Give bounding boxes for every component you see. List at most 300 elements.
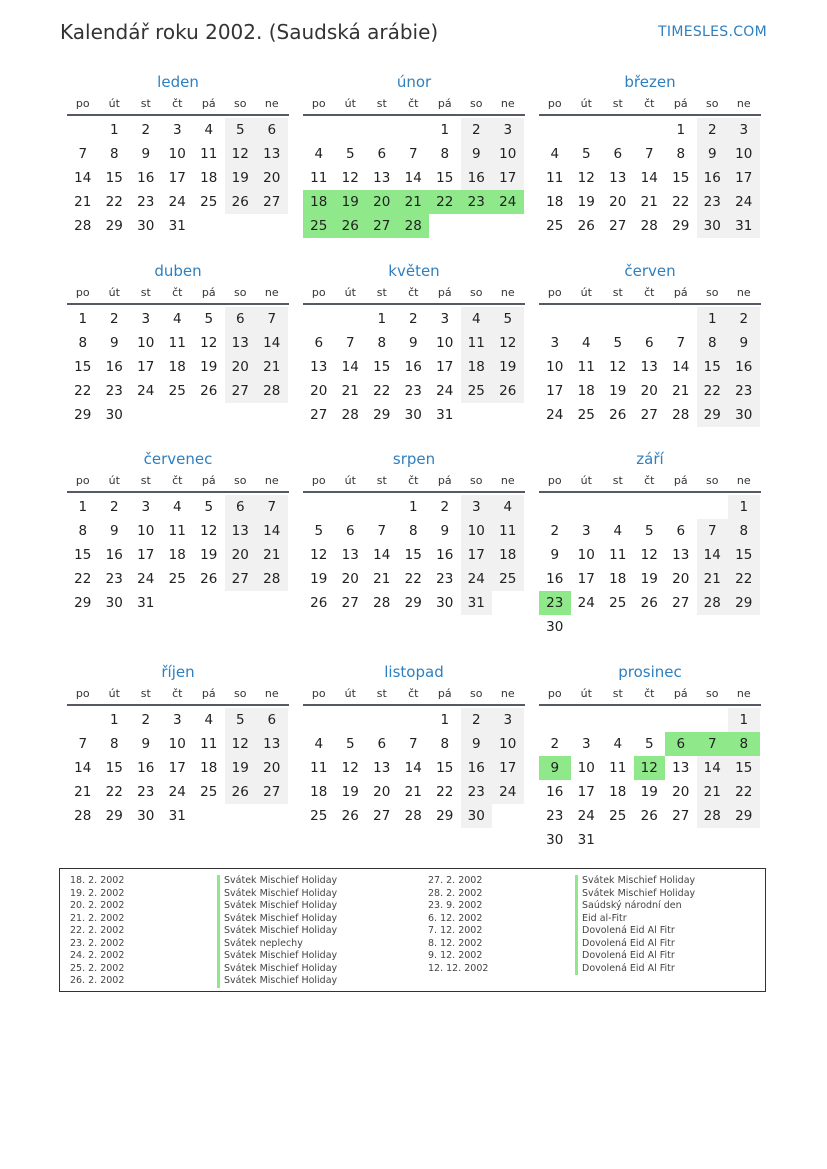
days-grid xyxy=(539,495,761,639)
empty-cell xyxy=(634,708,666,732)
day-cell: 15 xyxy=(74,547,92,563)
day-cell: 10 xyxy=(577,760,595,776)
day-cell: 16 xyxy=(105,547,123,563)
day-cell: 16 xyxy=(105,359,123,375)
day-cell: 10 xyxy=(461,519,493,543)
day-cell: 6 xyxy=(377,736,387,752)
weekday-label: so xyxy=(470,474,483,487)
day-cell: 10 xyxy=(168,146,186,162)
day-cell: 9 xyxy=(697,142,729,166)
day-cell: 8 xyxy=(697,331,729,355)
holiday-day-cell: 26 xyxy=(335,214,367,238)
weekday-label: út xyxy=(108,97,120,110)
weekday-label: út xyxy=(580,97,592,110)
day-cell: 16 xyxy=(697,166,729,190)
day-cell: 24 xyxy=(137,383,155,399)
day-cell: 24 xyxy=(728,190,760,214)
day-cell: 26 xyxy=(609,407,627,423)
holiday-day-cell: 21 xyxy=(398,190,430,214)
weekday-header xyxy=(303,97,525,116)
weekday-label: st xyxy=(376,474,387,487)
day-cell: 2 xyxy=(461,708,493,732)
weekday-label: čt xyxy=(408,286,419,299)
day-cell: 7 xyxy=(408,736,418,752)
month-name: říjen xyxy=(161,663,195,681)
weekday-label: st xyxy=(612,687,623,700)
legend-row xyxy=(70,950,338,963)
day-cell: 2 xyxy=(550,523,560,539)
month-name: září xyxy=(636,450,664,468)
day-cell: 16 xyxy=(546,784,564,800)
weekday-label: ne xyxy=(264,97,279,110)
day-cell: 11 xyxy=(609,547,627,563)
day-cell: 26 xyxy=(492,379,524,403)
day-cell: 3 xyxy=(550,335,560,351)
weekday-label: ne xyxy=(736,687,751,700)
day-cell: 8 xyxy=(109,146,119,162)
day-cell: 27 xyxy=(256,190,288,214)
day-cell: 27 xyxy=(256,780,288,804)
day-cell: 19 xyxy=(310,571,328,587)
holiday-day-cell: 12 xyxy=(634,756,666,780)
day-cell: 14 xyxy=(74,170,92,186)
day-cell: 4 xyxy=(613,736,623,752)
weekday-label: st xyxy=(612,286,623,299)
weekday-label: út xyxy=(580,687,592,700)
legend-row xyxy=(70,900,338,913)
day-cell: 8 xyxy=(440,736,450,752)
day-cell: 23 xyxy=(546,808,564,824)
weekday-label: pá xyxy=(673,286,688,299)
day-cell: 11 xyxy=(200,146,218,162)
day-cell: 1 xyxy=(440,712,450,728)
empty-cell xyxy=(571,495,603,519)
day-cell: 8 xyxy=(109,736,119,752)
legend-date: 6. 12. 2002 xyxy=(428,912,483,924)
empty-cell xyxy=(366,118,398,142)
day-cell: 28 xyxy=(256,567,288,591)
legend-holiday-name: Svátek Mischief Holiday xyxy=(224,925,338,936)
day-cell: 25 xyxy=(609,808,627,824)
day-cell: 12 xyxy=(640,547,658,563)
holiday-day-cell: 20 xyxy=(366,190,398,214)
weekday-header xyxy=(539,286,761,305)
day-cell: 3 xyxy=(172,122,182,138)
day-cell: 9 xyxy=(109,523,119,539)
day-cell: 19 xyxy=(492,355,524,379)
month-červen xyxy=(539,261,761,427)
days-grid xyxy=(539,708,761,852)
day-cell: 1 xyxy=(728,708,760,732)
day-cell: 31 xyxy=(168,218,186,234)
day-cell: 24 xyxy=(577,808,595,824)
month-name: červen xyxy=(624,262,676,280)
day-cell: 6 xyxy=(345,523,355,539)
day-cell: 20 xyxy=(256,756,288,780)
day-cell: 2 xyxy=(728,307,760,331)
day-cell: 17 xyxy=(461,543,493,567)
day-cell: 10 xyxy=(137,335,155,351)
day-cell: 11 xyxy=(492,519,524,543)
day-cell: 29 xyxy=(105,808,123,824)
day-cell: 26 xyxy=(225,190,257,214)
empty-cell xyxy=(665,307,697,331)
day-cell: 1 xyxy=(78,499,88,515)
day-cell: 31 xyxy=(137,595,155,611)
day-cell: 23 xyxy=(137,784,155,800)
day-cell: 24 xyxy=(168,194,186,210)
day-cell: 23 xyxy=(436,571,454,587)
day-cell: 8 xyxy=(78,335,88,351)
day-cell: 29 xyxy=(373,407,391,423)
legend-holiday-name: Svátek Mischief Holiday xyxy=(224,887,338,899)
day-cell: 8 xyxy=(728,519,760,543)
day-cell: 10 xyxy=(492,142,524,166)
day-cell: 12 xyxy=(310,547,328,563)
day-cell: 5 xyxy=(613,335,623,351)
legend-date: 22. 2. 2002 xyxy=(70,925,125,936)
day-cell: 7 xyxy=(256,495,288,519)
day-cell: 11 xyxy=(546,170,564,186)
day-cell: 15 xyxy=(404,547,422,563)
day-cell: 10 xyxy=(577,547,595,563)
day-cell: 6 xyxy=(225,495,257,519)
weekday-label: pá xyxy=(201,97,216,110)
day-cell: 7 xyxy=(345,335,355,351)
day-cell: 4 xyxy=(550,146,560,162)
weekday-header xyxy=(303,687,525,706)
day-cell: 14 xyxy=(697,543,729,567)
weekday-label: čt xyxy=(644,286,655,299)
day-cell: 8 xyxy=(676,146,686,162)
day-cell: 24 xyxy=(168,784,186,800)
month-září xyxy=(539,449,761,639)
holiday-day-cell: 25 xyxy=(303,214,335,238)
day-cell: 4 xyxy=(204,122,214,138)
day-cell: 14 xyxy=(640,170,658,186)
day-cell: 22 xyxy=(672,194,690,210)
day-cell: 26 xyxy=(200,383,218,399)
day-cell: 16 xyxy=(461,756,493,780)
empty-cell xyxy=(303,495,335,519)
day-cell: 27 xyxy=(672,808,690,824)
legend-date: 24. 2. 2002 xyxy=(70,950,125,961)
legend-row xyxy=(70,937,303,951)
day-cell: 28 xyxy=(256,379,288,403)
weekday-label: po xyxy=(311,687,326,700)
day-cell: 13 xyxy=(256,732,288,756)
brand-logo[interactable]: TIMESLES.COM xyxy=(658,24,767,40)
legend-date: 12. 12. 2002 xyxy=(428,962,489,974)
weekday-label: po xyxy=(311,286,326,299)
weekday-label: so xyxy=(470,687,483,700)
weekday-label: po xyxy=(75,97,90,110)
days-grid xyxy=(539,307,761,427)
day-cell: 7 xyxy=(697,519,729,543)
weekday-label: pá xyxy=(437,286,452,299)
day-cell: 13 xyxy=(373,760,391,776)
day-cell: 13 xyxy=(310,359,328,375)
empty-cell xyxy=(571,118,603,142)
day-cell: 9 xyxy=(141,146,151,162)
legend-holiday-name: Dovolená Eid Al Fitr xyxy=(582,950,675,961)
day-cell: 9 xyxy=(461,142,493,166)
day-cell: 19 xyxy=(341,784,359,800)
weekday-label: po xyxy=(547,97,562,110)
day-cell: 12 xyxy=(225,732,257,756)
day-cell: 14 xyxy=(404,760,422,776)
day-cell: 11 xyxy=(168,523,186,539)
empty-cell xyxy=(398,118,430,142)
weekday-label: so xyxy=(234,474,247,487)
day-cell: 12 xyxy=(492,331,524,355)
holiday-legend xyxy=(59,868,766,992)
day-cell: 6 xyxy=(676,523,686,539)
empty-cell xyxy=(697,708,729,732)
day-cell: 10 xyxy=(436,335,454,351)
day-cell: 26 xyxy=(640,808,658,824)
day-cell: 16 xyxy=(137,760,155,776)
month-name: duben xyxy=(154,262,202,280)
holiday-day-cell: 6 xyxy=(665,732,697,756)
holiday-day-cell: 19 xyxy=(335,190,367,214)
weekday-label: čt xyxy=(408,687,419,700)
weekday-label: čt xyxy=(408,474,419,487)
empty-cell xyxy=(539,307,571,331)
weekday-label: po xyxy=(75,474,90,487)
day-cell: 20 xyxy=(310,383,328,399)
day-cell: 22 xyxy=(74,571,92,587)
legend-date: 18. 2. 2002 xyxy=(70,875,125,886)
day-cell: 22 xyxy=(105,194,123,210)
day-cell: 3 xyxy=(141,311,151,327)
day-cell: 4 xyxy=(613,523,623,539)
month-srpen xyxy=(303,449,525,615)
day-cell: 24 xyxy=(546,407,564,423)
day-cell: 2 xyxy=(550,736,560,752)
day-cell: 29 xyxy=(728,591,760,615)
empty-cell xyxy=(634,495,666,519)
day-cell: 15 xyxy=(373,359,391,375)
day-cell: 4 xyxy=(492,495,524,519)
weekday-header xyxy=(539,474,761,493)
weekday-label: so xyxy=(706,474,719,487)
day-cell: 15 xyxy=(728,756,760,780)
day-cell: 18 xyxy=(546,194,564,210)
day-cell: 27 xyxy=(640,407,658,423)
day-cell: 23 xyxy=(404,383,422,399)
day-cell: 25 xyxy=(609,595,627,611)
day-cell: 6 xyxy=(377,146,387,162)
day-cell: 3 xyxy=(492,118,524,142)
day-cell: 11 xyxy=(310,170,328,186)
month-listopad xyxy=(303,662,525,828)
legend-row xyxy=(428,962,675,976)
weekday-label: út xyxy=(344,97,356,110)
day-cell: 11 xyxy=(461,331,493,355)
day-cell: 22 xyxy=(728,567,760,591)
weekday-label: ne xyxy=(500,286,515,299)
day-cell: 19 xyxy=(577,194,595,210)
legend-column-left xyxy=(70,875,338,988)
day-cell: 1 xyxy=(697,307,729,331)
day-cell: 21 xyxy=(697,567,729,591)
weekday-label: ne xyxy=(736,286,751,299)
legend-holiday-name: Svátek Mischief Holiday xyxy=(582,887,696,899)
empty-cell xyxy=(303,307,335,331)
day-cell: 19 xyxy=(200,547,218,563)
days-grid xyxy=(539,118,761,238)
day-cell: 29 xyxy=(404,595,422,611)
day-cell: 28 xyxy=(640,218,658,234)
day-cell: 3 xyxy=(492,708,524,732)
day-cell: 1 xyxy=(440,122,450,138)
legend-holiday-name: Dovolená Eid Al Fitr xyxy=(582,937,675,949)
day-cell: 29 xyxy=(672,218,690,234)
day-cell: 10 xyxy=(492,732,524,756)
day-cell: 17 xyxy=(436,359,454,375)
day-cell: 14 xyxy=(697,756,729,780)
day-cell: 16 xyxy=(546,571,564,587)
day-cell: 14 xyxy=(672,359,690,375)
day-cell: 3 xyxy=(728,118,760,142)
day-cell: 20 xyxy=(373,784,391,800)
days-grid xyxy=(67,307,289,427)
empty-cell xyxy=(602,708,634,732)
day-cell: 21 xyxy=(373,571,391,587)
day-cell: 2 xyxy=(697,118,729,142)
day-cell: 17 xyxy=(137,359,155,375)
legend-holiday-name: Svátek Mischief Holiday xyxy=(224,900,338,911)
day-cell: 13 xyxy=(609,170,627,186)
weekday-header xyxy=(67,687,289,706)
day-cell: 22 xyxy=(74,383,92,399)
day-cell: 26 xyxy=(640,595,658,611)
day-cell: 4 xyxy=(172,311,182,327)
day-cell: 29 xyxy=(74,595,92,611)
weekday-label: st xyxy=(612,97,623,110)
day-cell: 13 xyxy=(672,760,690,776)
legend-row xyxy=(428,887,696,901)
day-cell: 28 xyxy=(672,407,690,423)
day-cell: 15 xyxy=(697,355,729,379)
day-cell: 14 xyxy=(404,170,422,186)
day-cell: 15 xyxy=(436,170,454,186)
month-name: leden xyxy=(157,73,199,91)
day-cell: 17 xyxy=(577,571,595,587)
day-cell: 14 xyxy=(256,519,288,543)
legend-date: 19. 2. 2002 xyxy=(70,887,125,899)
day-cell: 21 xyxy=(672,383,690,399)
weekday-label: út xyxy=(344,286,356,299)
weekday-label: so xyxy=(234,286,247,299)
day-cell: 19 xyxy=(640,784,658,800)
day-cell: 20 xyxy=(672,784,690,800)
day-cell: 3 xyxy=(172,712,182,728)
month-name: únor xyxy=(396,73,432,91)
month-duben xyxy=(67,261,289,427)
day-cell: 11 xyxy=(310,760,328,776)
empty-cell xyxy=(571,307,603,331)
weekday-label: pá xyxy=(201,474,216,487)
weekday-label: út xyxy=(580,286,592,299)
day-cell: 2 xyxy=(440,499,450,515)
day-cell: 16 xyxy=(461,166,493,190)
day-cell: 19 xyxy=(640,571,658,587)
legend-date: 9. 12. 2002 xyxy=(428,950,483,961)
weekday-header xyxy=(67,286,289,305)
legend-date: 27. 2. 2002 xyxy=(428,875,483,886)
day-cell: 6 xyxy=(256,708,288,732)
day-cell: 4 xyxy=(172,499,182,515)
holiday-day-cell: 9 xyxy=(539,756,571,780)
day-cell: 31 xyxy=(728,214,760,238)
month-říjen xyxy=(67,662,289,828)
day-cell: 29 xyxy=(697,403,729,427)
day-cell: 14 xyxy=(74,760,92,776)
day-cell: 11 xyxy=(609,760,627,776)
day-cell: 12 xyxy=(341,760,359,776)
day-cell: 30 xyxy=(461,804,493,828)
legend-row xyxy=(428,925,675,938)
empty-cell xyxy=(366,495,398,519)
month-únor xyxy=(303,72,525,238)
day-cell: 31 xyxy=(436,407,454,423)
legend-date: 21. 2. 2002 xyxy=(70,912,125,924)
empty-cell xyxy=(665,708,697,732)
empty-cell xyxy=(303,118,335,142)
day-cell: 5 xyxy=(644,736,654,752)
weekday-label: pá xyxy=(673,97,688,110)
day-cell: 8 xyxy=(408,523,418,539)
empty-cell xyxy=(634,307,666,331)
day-cell: 30 xyxy=(404,407,422,423)
day-cell: 9 xyxy=(728,331,760,355)
weekday-label: ne xyxy=(736,474,751,487)
weekday-label: ne xyxy=(500,474,515,487)
holiday-day-cell: 23 xyxy=(539,591,571,615)
day-cell: 21 xyxy=(341,383,359,399)
day-cell: 4 xyxy=(314,146,324,162)
empty-cell xyxy=(335,495,367,519)
day-cell: 27 xyxy=(310,407,328,423)
days-grid xyxy=(303,307,525,427)
day-cell: 17 xyxy=(168,760,186,776)
day-cell: 25 xyxy=(492,567,524,591)
day-cell: 18 xyxy=(609,571,627,587)
day-cell: 1 xyxy=(109,122,119,138)
day-cell: 26 xyxy=(200,571,218,587)
day-cell: 3 xyxy=(141,499,151,515)
legend-holiday-name: Svátek Mischief Holiday xyxy=(582,875,696,886)
weekday-label: ne xyxy=(264,286,279,299)
day-cell: 19 xyxy=(225,756,257,780)
day-cell: 17 xyxy=(168,170,186,186)
month-prosinec xyxy=(539,662,761,852)
day-cell: 17 xyxy=(492,166,524,190)
day-cell: 2 xyxy=(109,499,119,515)
weekday-label: so xyxy=(706,687,719,700)
day-cell: 30 xyxy=(105,407,123,423)
weekday-label: st xyxy=(140,286,151,299)
day-cell: 21 xyxy=(256,355,288,379)
weekday-label: út xyxy=(344,474,356,487)
legend-date: 8. 12. 2002 xyxy=(428,937,483,949)
day-cell: 7 xyxy=(377,523,387,539)
day-cell: 5 xyxy=(225,118,257,142)
empty-cell xyxy=(335,307,367,331)
day-cell: 9 xyxy=(550,547,560,563)
